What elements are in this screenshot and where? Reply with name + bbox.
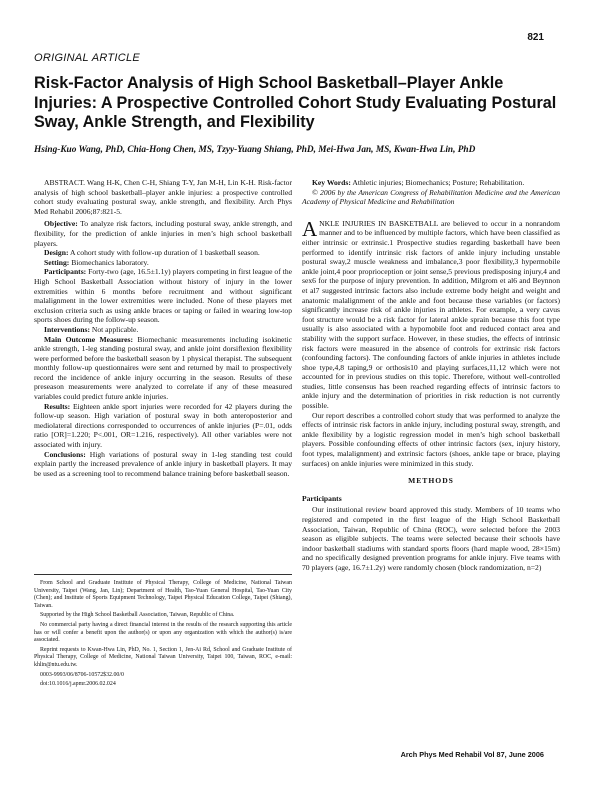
author-list: Hsing-Kuo Wang, PhD, Chia-Hong Chen, MS, Tzyy-Yuang Shiang, PhD, Mei-Hwa Jan, MS, Kwan-Hwa Lin, PhD [34, 145, 476, 155]
footnote-reprint: Reprint requests to Kwan-Hwa Lin, PhD, No. 1, Section 1, Jen-Ai Rd, School and Graduate Institute of Physical Therapy, College of Medicine, National Taiwan University, Taipei 100, Taiwan, ROC, e-mail: khlin@ntu.edu.tw. [34, 646, 292, 668]
footnote-support: Supported by the High School Basketball Association, Taiwan, Republic of China. [40, 612, 235, 619]
intro-paragraph-2: Our report describes a controlled cohort study that was performed to analyze the effects of intrinsic risk factors in ankle injury, including postural sway, strength, and ankle flexibility by a logistic regression model in men’s high school basketball players. Possible confounding effects of other intrinsic factors (sex, injury history, foot types, malalignment) and extrinsic factors (shoes, ankle tape or brace, playing surfaces) on ankle injuries were minimized in this study. [302, 410, 560, 468]
abstract-block [34, 219, 292, 478]
left-column [34, 178, 292, 478]
abstract-text: Eighteen ankle sport injuries were recorded for 42 players during the follow-up season. High variation of postural sway in both anteroposterior and mediolateral directions corresponded to occurrences of ankle injuries (P=.01, odds ratio [OR]=1.220; P<.001, OR=1.216, respectively). All other variables were not associated with injury. [34, 401, 292, 450]
abstract-label: Participants: [44, 267, 87, 277]
page-number: 821 [527, 32, 544, 43]
abstract-objective [34, 219, 292, 248]
abstract-label: Conclusions: [44, 449, 86, 459]
abstract-label: Main Outcome Measures: [44, 334, 134, 344]
intro-lead: NKLE INJURIES IN BASKETBALL [319, 218, 439, 228]
right-column [302, 178, 560, 573]
abstract-conclusions [34, 450, 292, 479]
section-label: ORIGINAL ARTICLE [34, 52, 141, 64]
footnote-rule [34, 574, 292, 575]
footnote-affiliation: From School and Graduate Institute of Physical Therapy, College of Medicine, National Taiwan University, Taipei (Wang, Jan, Lin); Department of Health, Tao-Yuan General Hospital, Tao-Yuan City (Chen); and Institute of Sports Equipment Technology, Taipei Physical Education College, Taipei (Shiang), Taiwan. [34, 580, 292, 609]
article-title: Risk-Factor Analysis of High School Basketball–Player Ankle Injuries: A Prospective Controlled Cohort Study Evaluating Postural Sway, Ankle Strength, and Flexibility [34, 74, 557, 131]
abstract-text: To analyze risk factors, including postural sway, ankle strength, and flexibility, for the prediction of ankle injuries in men’s high school basketball players. [34, 219, 292, 248]
abstract-participants [34, 267, 292, 325]
abstract-main-outcome [34, 335, 292, 402]
copyright-notice: © 2006 by the American Congress of Rehabilitation Medicine and the American Academy of Physical Medicine and Rehabilitation [302, 187, 560, 207]
participants-subheading: Participants [302, 493, 342, 503]
abstract-label: Objective: [44, 219, 78, 229]
footnote-doi: doi:10.1016/j.apmr.2006.02.024 [40, 681, 116, 688]
abstract-interventions [34, 325, 292, 335]
abstract-results [34, 402, 292, 450]
intro-paragraph-1 [302, 216, 560, 411]
abstract-label: Interventions: [44, 324, 90, 334]
methods-paragraph: Our institutional review board approved this study. Members of 10 teams who registered and competed in the first league of the High School Basketball Association, Taiwan, Republic of China (ROC), were selected before the 2003 season as eligible subjects. The teams were selected because their schools have indoor basketball stadiums with standard sports floors (hard maple wood, 28×15m) and no specifically designed prevention programs for ankle injury. Five teams with 70 players (age, 16.7±1.2y) were randomly chosen (block randomization, n=2) [302, 505, 560, 572]
keywords-text: Athletic injuries; Biomechanics; Posture; Rehabilitation. [350, 178, 525, 187]
abstract-label: Setting: [44, 257, 70, 267]
abstract-label: Results: [44, 401, 71, 411]
abstract-text: Not applicable. [89, 324, 139, 334]
abstract-label: Design: [44, 248, 69, 258]
methods-heading: METHODS [408, 476, 454, 486]
intro-body: are believed to occur in a nonrandom manner and to be influenced by multiple factors, which have been classified as either intrinsic or extrinsic.1 Prospective studies regarding basketball have been performed to identify intrinsic risk factors of ankle injury including unstable postural sway,2 muscle weakness and imbalance,3 poor flexibility,3 hypermobile ankle joint,4 poor proprioception or joint sense,5 previous predisposing injury,4 and sex6 for the purpose of injury prevention. In addition, Milgrom et al6 and Beynnon et al7 suggested intrinsic factors also include extreme body height and weight and anatomic malalignment of the ankle and foot because these variables (or factors) significantly increase risk of ankle injuries in athletes. For example, a very cavus foot structure would be a risk factor for lateral ankle sprain because this foot type usually is also associated with a hypomobile foot and reduced contact area and stability with the support surface. However, in these studies, the effects of intrinsic risk factors were measured in the absence of controls for extrinsic risk factors (confounding factors). The confounding factors of ankle injuries in athletes include shoe type,4,8 taping,9 or orthosis10 and playing surfaces,11,12 which were not accounted for in previous studies on this topic. Therefore, without well-controlled studies, little consensus has been reached regarding effects of intrinsic factors to ankle injury and the determination of priorities in risk reduction is not currently possible. [302, 218, 560, 411]
abstract-text: High variations of postural sway in 1-leg standing test could explain partly the increased prevalence of ankle injury in basketball players. It may be used as a screening tool to recommend balance training before basketball season. [34, 449, 292, 478]
footnotes [34, 580, 292, 691]
keywords-label: Key Words: [312, 178, 351, 187]
abstract-text: A cohort study with follow-up duration of 1 basketball season. [68, 248, 260, 258]
footnote-issn: 0003-9993/06/8706-10572$32.00/0 [40, 671, 124, 678]
abstract-text: Biomechanics laboratory. [69, 257, 149, 267]
abstract-text: Biomechanic measurements including isokinetic ankle strength, 1-leg standing postural sway, and ankle joint dorsiflexion flexibility were performed before the basketball season by 1 physical therapist. The subsequent monthly follow-up questionnaires were sent and returned by mail to prospectively record the incidence of ankle injury occurring in the season. Results of these preseason measurements were analyzed to correlate if any of these measured variables could predict future ankle injuries. [34, 334, 292, 402]
abstract-setting [34, 258, 292, 268]
abstract-head [34, 178, 292, 216]
footnote-disclosure: No commercial party having a direct financial interest in the results of the research supporting this article has or will confer a benefit upon the author(s) or upon any organization with which the author(s) is/are associated. [34, 621, 292, 644]
abstract-text: Forty-two (age, 16.5±1.1y) players competing in first league of the High School Basketball Association without history of injury in the lower extremities within 6 months before recruitment and without significant malalignment in the lower extremities were included. None of these players met exclusion criteria such as using ankle braces or taping or failed in wearing low-top sports shoes during the follow-up season. [34, 267, 292, 325]
introduction [302, 216, 560, 468]
running-footer: Arch Phys Med Rehabil Vol 87, June 2006 [400, 750, 544, 759]
abstract-citation: ABSTRACT. Wang H-K, Chen C-H, Shiang T-Y, Jan M-H, Lin K-H. Risk-factor analysis of high school basketball–player ankle injuries: a prospective controlled cohort study evaluating postural sway, ankle strength, and flexibility. Arch Phys Med Rehabil 2006;87:821-5. [34, 178, 292, 216]
abstract-design [34, 248, 292, 258]
keywords [302, 178, 560, 188]
drop-cap: A [302, 216, 318, 241]
